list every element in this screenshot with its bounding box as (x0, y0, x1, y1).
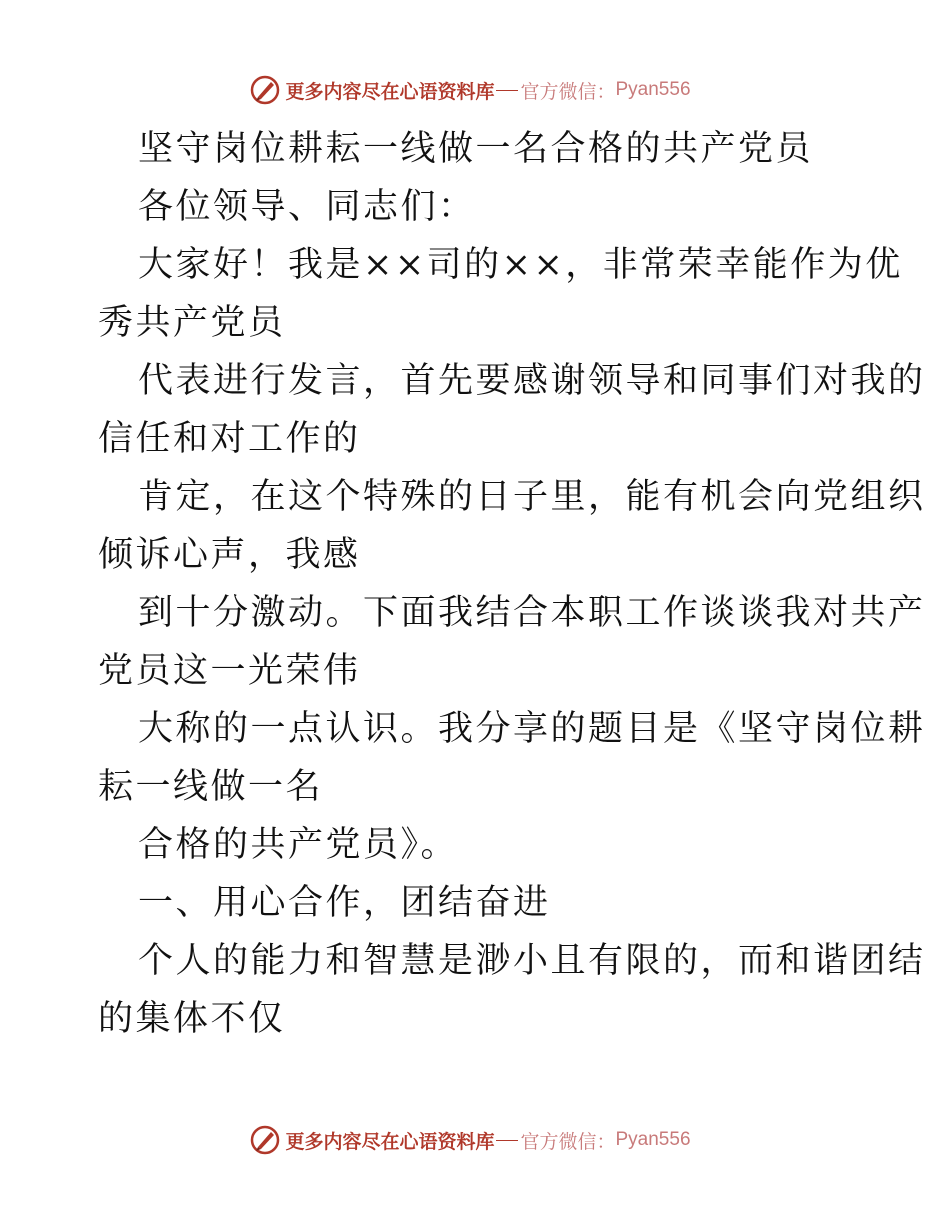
banner-wechat-label: 官方微信： (520, 80, 616, 103)
banner-dash-divider (496, 90, 518, 91)
paragraph-line: 到十分激动。下面我结合本职工作谈谈我对共产 (138, 593, 926, 633)
header-banner (0, 70, 950, 110)
paragraph-line: 代表进行发言，首先要感谢领导和同事们对我的 (138, 361, 926, 401)
paragraph-line: 信任和对工作的 (98, 419, 361, 459)
document-title: 坚守岗位耕耘一线做一名合格的共产党员 (138, 129, 814, 169)
paragraph-line: 肯定，在这个特殊的日子里，能有机会向党组织 (138, 477, 926, 517)
paragraph-line: 大称的一点认识。我分享的题目是《坚守岗位耕 (138, 709, 926, 749)
banner-wechat-id: Pyan556 (615, 79, 691, 100)
paragraph-line: 的集体不仅 (98, 999, 286, 1039)
paragraph-line: 秀共产党员 (98, 303, 286, 343)
section-heading: 一、用心合作，团结奋进 (138, 883, 551, 923)
document-body (98, 120, 926, 1048)
paragraph-line: 大家好！我是××司的××，非常荣幸能作为优 (138, 245, 903, 285)
banner-wechat-label: 官方微信： (520, 1130, 616, 1153)
quill-pen-icon (249, 1124, 281, 1156)
quill-pen-icon (249, 74, 281, 106)
paragraph-line: 合格的共产党员》。 (138, 825, 459, 865)
paragraph-line: 个人的能力和智慧是渺小且有限的，而和谐团结 (138, 941, 926, 981)
footer-banner (0, 1120, 950, 1160)
salutation-line: 各位领导、同志们： (138, 187, 476, 227)
banner-wechat-id: Pyan556 (615, 1129, 691, 1150)
paragraph-line: 党员这一光荣伟 (98, 651, 361, 691)
banner-dash-divider (496, 1140, 518, 1141)
banner-site-name: 更多内容尽在心语资料库 (285, 80, 495, 103)
paragraph-line: 耘一线做一名 (98, 767, 324, 807)
banner-site-name: 更多内容尽在心语资料库 (285, 1130, 495, 1153)
paragraph-line: 倾诉心声，我感 (98, 535, 361, 575)
